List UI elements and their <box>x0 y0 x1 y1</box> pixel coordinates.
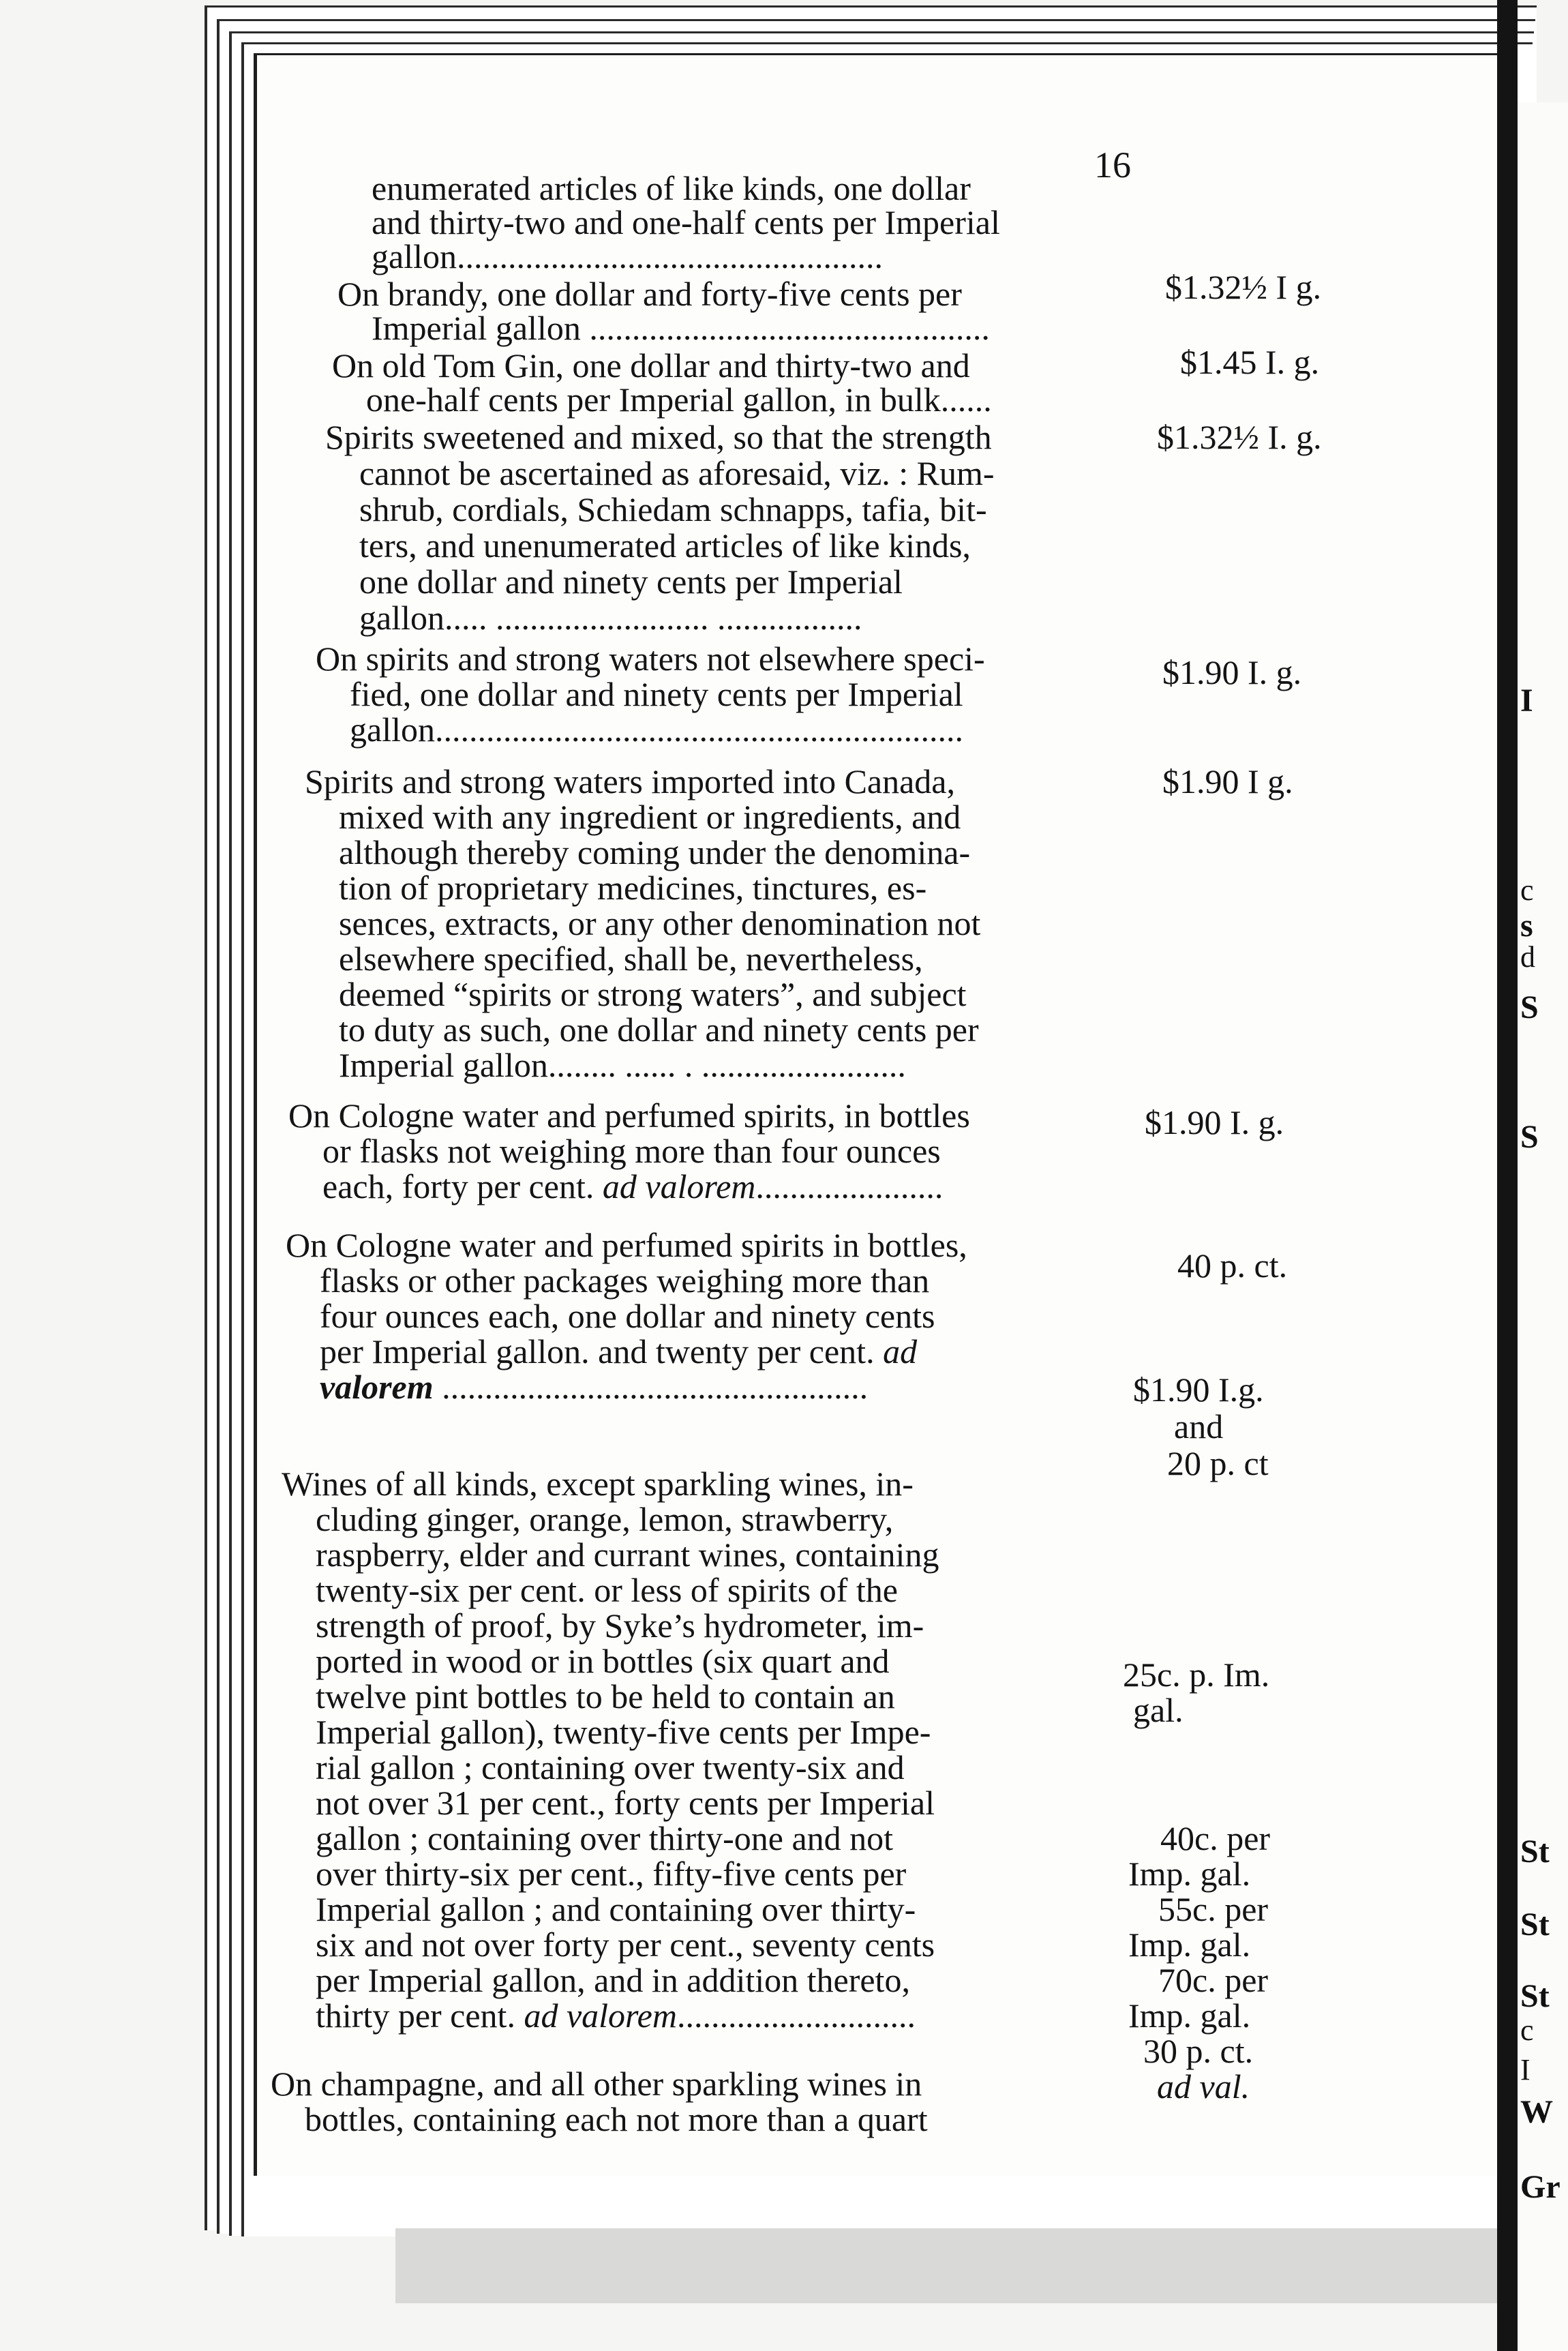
duty-rate: $1.90 I. g. <box>1162 653 1302 691</box>
text-line: one dollar and ninety cents per Imperial <box>359 563 903 601</box>
duty-rate: Imp. gal. <box>1128 1996 1251 2035</box>
text-line: rial gallon ; containing over twenty-six and <box>316 1748 905 1786</box>
duty-rate: $1.32½ I. g. <box>1157 418 1322 456</box>
duty-rate: 40 p. ct. <box>1177 1246 1288 1285</box>
valorem-text: valorem <box>320 1368 434 1406</box>
text-line: sences, extracts, or any other denomination not <box>339 904 981 942</box>
text-line: per Imperial gallon, and in addition thereto, <box>316 1961 910 1999</box>
duty-rate: Imp. gal. <box>1128 1926 1251 1964</box>
text-line: bottles, containing each not more than a quart <box>305 2100 928 2138</box>
duty-rate: $1.90 I. g. <box>1145 1103 1284 1141</box>
leader-dots: ...................... <box>755 1167 944 1206</box>
facing-page-fragment: c <box>1520 2013 1534 2047</box>
duty-rate: $1.45 I. g. <box>1180 343 1320 381</box>
text-line: fied, one dollar and ninety cents per Imperial <box>350 675 963 713</box>
text-line: twelve pint bottles to be held to contain an <box>316 1677 895 1716</box>
text-line: On brandy, one dollar and forty-five cents per <box>337 275 962 313</box>
facing-page-fragment: St <box>1520 1833 1550 1870</box>
facing-page-fragment: c <box>1520 873 1534 907</box>
text-line: four ounces each, one dollar and ninety cents <box>320 1297 935 1335</box>
text-line: shrub, cordials, Schiedam schnapps, tafia, bit- <box>359 490 987 528</box>
text-line: twenty-six per cent. or less of spirits of the <box>316 1571 898 1609</box>
text-line: ters, and unenumerated articles of like kinds, <box>359 526 971 565</box>
book-gutter <box>1497 0 1518 2351</box>
text-line: tion of proprietary medicines, tinctures, es- <box>339 869 927 907</box>
text-segment: each, forty per cent. <box>322 1167 603 1206</box>
text-line: mixed with any ingredient or ingredients, and <box>339 798 961 836</box>
text-line: gallon.............................................................. <box>350 710 963 749</box>
duty-rate: $1.90 I g. <box>1162 762 1293 800</box>
text-line: Imperial gallon), twenty-five cents per Impe- <box>316 1713 931 1751</box>
ad-valorem-text: ad valorem <box>602 1167 756 1206</box>
text-line: Spirits and strong waters imported into Canada, <box>305 762 956 800</box>
text-line: elsewhere specified, shall be, nevertheless, <box>339 940 923 978</box>
facing-page-fragment: I <box>1520 683 1533 719</box>
duty-rate: $1.90 I.g. <box>1133 1371 1264 1409</box>
text-line: gallon ; containing over thirty-one and not <box>316 1819 894 1857</box>
ad-text: ad <box>883 1332 918 1371</box>
text-line <box>320 1370 868 1404</box>
text-line: or flasks not weighing more than four ounces <box>322 1132 941 1170</box>
facing-page-fragment: W <box>1520 2094 1553 2130</box>
text-line: one-half cents per Imperial gallon, in bulk...... <box>366 380 992 419</box>
text-line <box>320 1332 918 1371</box>
facing-page-fragment: s <box>1520 908 1533 944</box>
text-line: to duty as such, one dollar and ninety cents per <box>339 1010 979 1049</box>
facing-page-fragment: St <box>1520 1906 1550 1943</box>
duty-rate: gal. <box>1133 1691 1183 1729</box>
text-line: although thereby coming under the denomina- <box>339 833 971 871</box>
text-segment: thirty per cent. <box>316 1996 524 2035</box>
duty-rate: 55c. per <box>1158 1890 1269 1928</box>
text-line: Wines of all kinds, except sparkling wines, in- <box>282 1465 914 1503</box>
text-line: ported in wood or in bottles (six quart and <box>316 1642 890 1680</box>
text-line: over thirty-six per cent., fifty-five cents per <box>316 1855 907 1893</box>
text-line: Spirits sweetened and mixed, so that the strength <box>325 418 992 456</box>
duty-rate: ad val. <box>1157 2067 1250 2106</box>
facing-page-fragment: St <box>1520 1978 1550 2014</box>
facing-page-fragment: S <box>1520 989 1539 1025</box>
duty-rate: 25c. p. Im. <box>1123 1656 1270 1694</box>
text-line: not over 31 per cent., forty cents per Imperial <box>316 1784 935 1822</box>
duty-rate: 20 p. ct <box>1167 1444 1269 1482</box>
text-line: gallon.................................................. <box>372 237 883 275</box>
text-line: On old Tom Gin, one dollar and thirty-two and <box>332 346 970 385</box>
facing-page-fragment: d <box>1520 940 1535 974</box>
text-line: raspberry, elder and currant wines, containing <box>316 1536 939 1574</box>
text-line: flasks or other packages weighing more than <box>320 1261 930 1300</box>
duty-rate: Imp. gal. <box>1128 1855 1251 1893</box>
page-number: 16 <box>1094 145 1131 185</box>
page-shadow <box>395 2228 1554 2303</box>
text-line: Imperial gallon ; and containing over thirty- <box>316 1890 916 1928</box>
facing-page-fragment: Gr <box>1520 2169 1561 2205</box>
text-line: enumerated articles of like kinds, one dollar <box>372 169 971 207</box>
duty-rate: 40c. per <box>1160 1819 1271 1857</box>
duty-rate: 30 p. ct. <box>1143 2032 1254 2070</box>
facing-page-fragment: I <box>1520 2053 1531 2086</box>
ad-valorem-text: ad valorem <box>524 1996 677 2035</box>
facing-page-fragment: S <box>1520 1119 1539 1155</box>
duty-rate: 70c. per <box>1158 1961 1269 1999</box>
leader-dots: .................................................. <box>433 1368 869 1406</box>
duty-rate: and <box>1174 1407 1224 1446</box>
text-line: gallon..... ......................... ................. <box>359 599 862 637</box>
text-segment: per Imperial gallon. and twenty per cent. <box>320 1332 884 1371</box>
text-line <box>322 1167 944 1206</box>
text-line: deemed “spirits or strong waters”, and subject <box>339 975 967 1013</box>
book-page <box>254 53 1506 2176</box>
text-line: and thirty-two and one-half cents per Imperial <box>372 203 1000 241</box>
duty-rate: $1.32½ I g. <box>1165 268 1322 306</box>
text-line: On Cologne water and perfumed spirits, in bottles <box>288 1096 970 1135</box>
text-line: On Cologne water and perfumed spirits in bottles, <box>286 1226 967 1264</box>
text-line: On spirits and strong waters not elsewhere speci- <box>316 640 985 678</box>
text-line: Imperial gallon ............................................... <box>372 309 990 347</box>
text-line: six and not over forty per cent., seventy cents <box>316 1926 935 1964</box>
facing-page <box>1518 102 1568 2351</box>
text-line: strength of proof, by Syke’s hydrometer, im- <box>316 1606 924 1645</box>
text-line: Imperial gallon........ ...... . ........................ <box>339 1046 906 1084</box>
text-line: cluding ginger, orange, lemon, strawberry, <box>316 1500 894 1538</box>
leader-dots: ............................ <box>676 1996 916 2035</box>
text-line <box>316 1998 916 2033</box>
text-line: cannot be ascertained as aforesaid, viz. : Rum- <box>359 454 995 492</box>
text-line: On champagne, and all other sparkling wines in <box>271 2065 922 2103</box>
